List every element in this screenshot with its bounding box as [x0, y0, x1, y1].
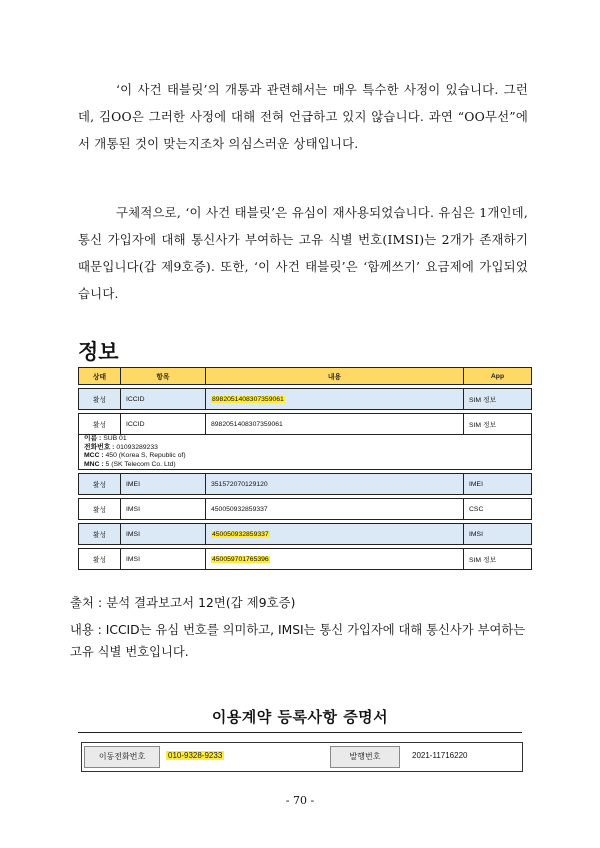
cell-status: 활성 [79, 524, 121, 545]
info-table [78, 367, 532, 570]
cell-status: 활성 [79, 499, 121, 520]
certificate-box [81, 742, 523, 772]
name-value: SUB 01 [103, 435, 127, 442]
cell-content [206, 549, 464, 570]
section-heading: 정보 [78, 340, 119, 364]
note-caption [70, 619, 532, 663]
cell-item: ICCID [121, 389, 206, 410]
phone-number-cell [162, 746, 326, 766]
table-row [79, 499, 532, 520]
cell-content: 351572070129120 [206, 474, 464, 495]
cell-status: 활성 [79, 389, 121, 410]
cell-app: IMEI [464, 474, 532, 495]
note-label: 내용 : [70, 623, 102, 637]
table-row [79, 414, 532, 435]
cell-app: SIM 정보 [464, 389, 532, 410]
cell-content [206, 389, 464, 410]
mcc-value: 450 (Korea S, Republic of) [105, 452, 186, 460]
cell-item: IMSI [121, 499, 206, 520]
cell-status: 활성 [79, 549, 121, 570]
mnc-label: MNC : [84, 460, 104, 468]
col-header-status: 상태 [79, 368, 121, 385]
issue-number-label: 발행번호 [330, 746, 400, 768]
subscriber-details [79, 435, 532, 470]
highlighted-value: 8982051408307359061 [212, 395, 284, 403]
highlighted-value: 450059701765396 [212, 555, 269, 563]
note-text: ICCID는 유심 번호를 의미하고, IMSI는 통신 가입자에 대해 통신사가 부여하는 고유 식별 번호입니다. [70, 623, 526, 659]
cell-item: IMSI [121, 549, 206, 570]
cell-item: IMSI [121, 524, 206, 545]
info-table-screenshot [78, 367, 531, 580]
cell-item: IMEI [121, 474, 206, 495]
paragraph-2: 구체적으로, ‘이 사건 태블릿’은 유심이 재사용되었습니다. 유심은 1개인데, 통신 가입자에 대해 통신사가 부여하는 고유 식별 번호(IMSI)는 2개가 존재하기 때문입니다(갑 제9호증). 또한, ‘이 사건 태블릿’은 ‘함께쓰기’ 요금제에 가입되었습니다. [78, 205, 528, 301]
phone-number-label: 이동전화번호 [84, 746, 160, 768]
table-row [79, 389, 532, 410]
mcc-label: MCC : [84, 452, 104, 460]
table-row [79, 524, 532, 545]
source-caption: 출처 : 분석 결과보고서 12면(갑 제9호증) [70, 596, 296, 610]
details-row [79, 435, 532, 470]
table-row [79, 474, 532, 495]
highlighted-value: 450050932859337 [212, 530, 269, 538]
page-number: - 70 - [285, 794, 315, 807]
cell-app: IMSI [464, 524, 532, 545]
mnc-value: 5 (SK Telecom Co. Ltd) [105, 460, 176, 468]
cell-app: CSC [464, 499, 532, 520]
col-header-app: App [464, 368, 532, 385]
certificate-divider [78, 732, 522, 733]
cell-content: 8982051408307359061 [206, 414, 464, 435]
phone-number-value: 010-9328-9233 [168, 751, 223, 760]
cell-app: SIM 정보 [464, 549, 532, 570]
table-row [79, 549, 532, 570]
col-header-content: 내용 [206, 368, 464, 385]
name-label: 이름 : [84, 435, 102, 442]
cell-status: 활성 [79, 474, 121, 495]
col-header-item: 항목 [121, 368, 206, 385]
cell-app: SIM 정보 [464, 414, 532, 435]
cell-status: 활성 [79, 414, 121, 435]
phone-value: 01093289233 [116, 443, 158, 451]
cell-content: 450050932859337 [206, 499, 464, 520]
phone-label: 전화번호 : [84, 443, 115, 451]
paragraph-1: ‘이 사건 태블릿’의 개통과 관련해서는 매우 특수한 사정이 있습니다. 그런데, 김OO은 그러한 사정에 대해 전혀 언급하고 있지 않습니다. 과연 “OO무선”에서 개통된 것이 맞는지조차 의심스러운 상태입니다. [78, 82, 528, 151]
issue-number-value: 2021-11716220 [412, 751, 468, 760]
certificate-title: 이용계약 등록사항 증명서 [211, 708, 389, 726]
cell-item: ICCID [121, 414, 206, 435]
cell-content [206, 524, 464, 545]
